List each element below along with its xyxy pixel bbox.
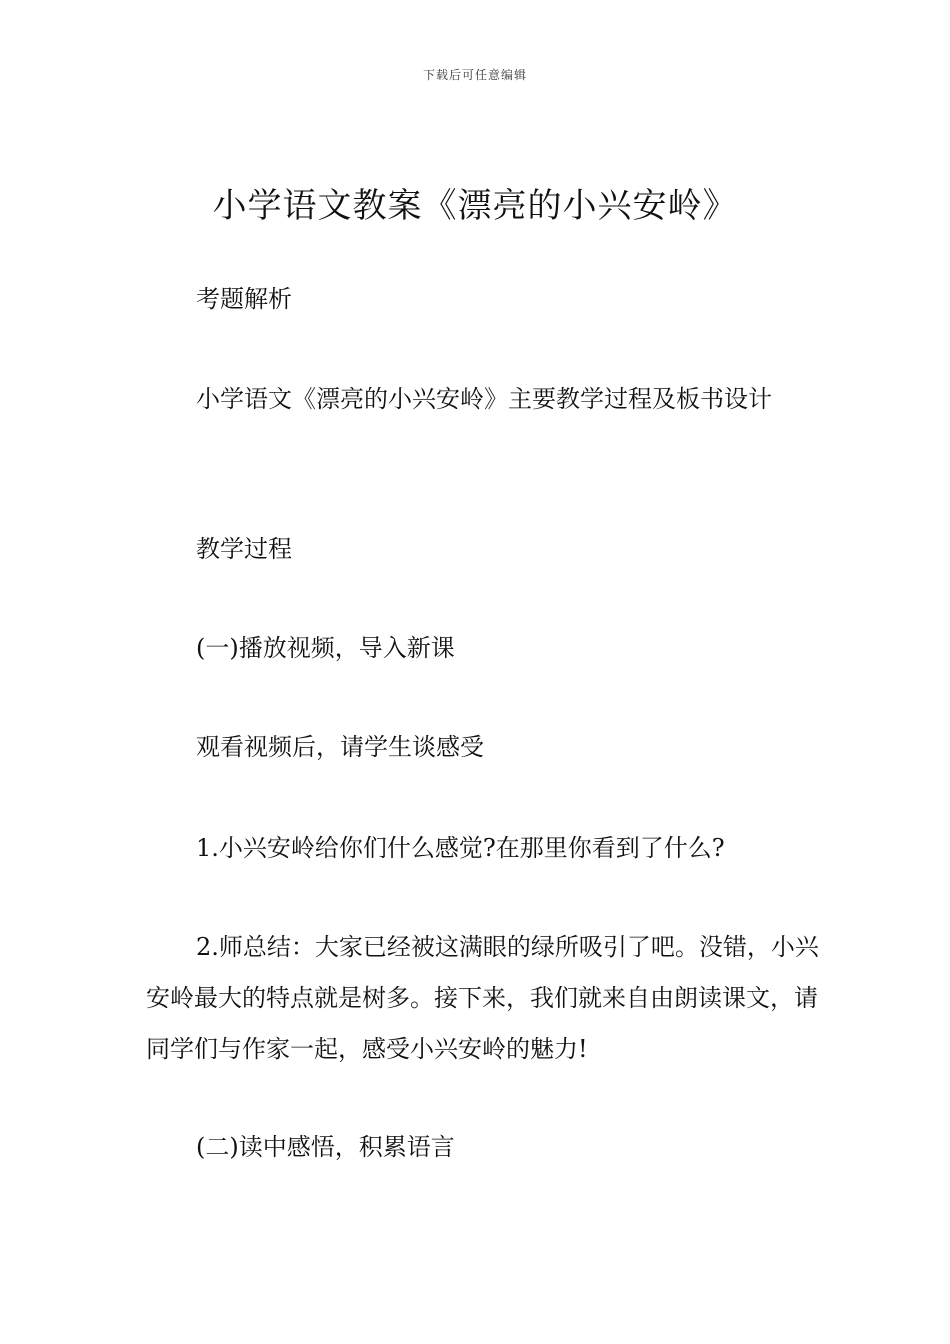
header-note: 下载后可任意编辑 <box>422 68 527 82</box>
paragraph-section-one: (一)播放视频，导入新课 <box>196 634 455 662</box>
paragraph-process-heading: 教学过程 <box>196 535 292 563</box>
paragraph-exam-analysis: 考题解析 <box>196 285 292 313</box>
paragraph-item-one: 1.小兴安岭给你们什么感觉?在那里你看到了什么? <box>196 834 725 862</box>
paragraph-intro: 小学语文《漂亮的小兴安岭》主要教学过程及板书设计 <box>196 385 772 413</box>
paragraph-section-two: (二)读中感悟，积累语言 <box>196 1133 455 1161</box>
paragraph-watch-video: 观看视频后，请学生谈感受 <box>196 733 484 761</box>
document-title: 小学语文教案《漂亮的小兴安岭》 <box>212 186 738 226</box>
paragraph-item-two: 2.师总结：大家已经被这满眼的绿所吸引了吧。没错，小兴安岭最大的特点就是树多。接下来，我们就来自由朗读课文，请同学们与作家一起，感受小兴安岭的魅力! <box>146 933 819 1063</box>
